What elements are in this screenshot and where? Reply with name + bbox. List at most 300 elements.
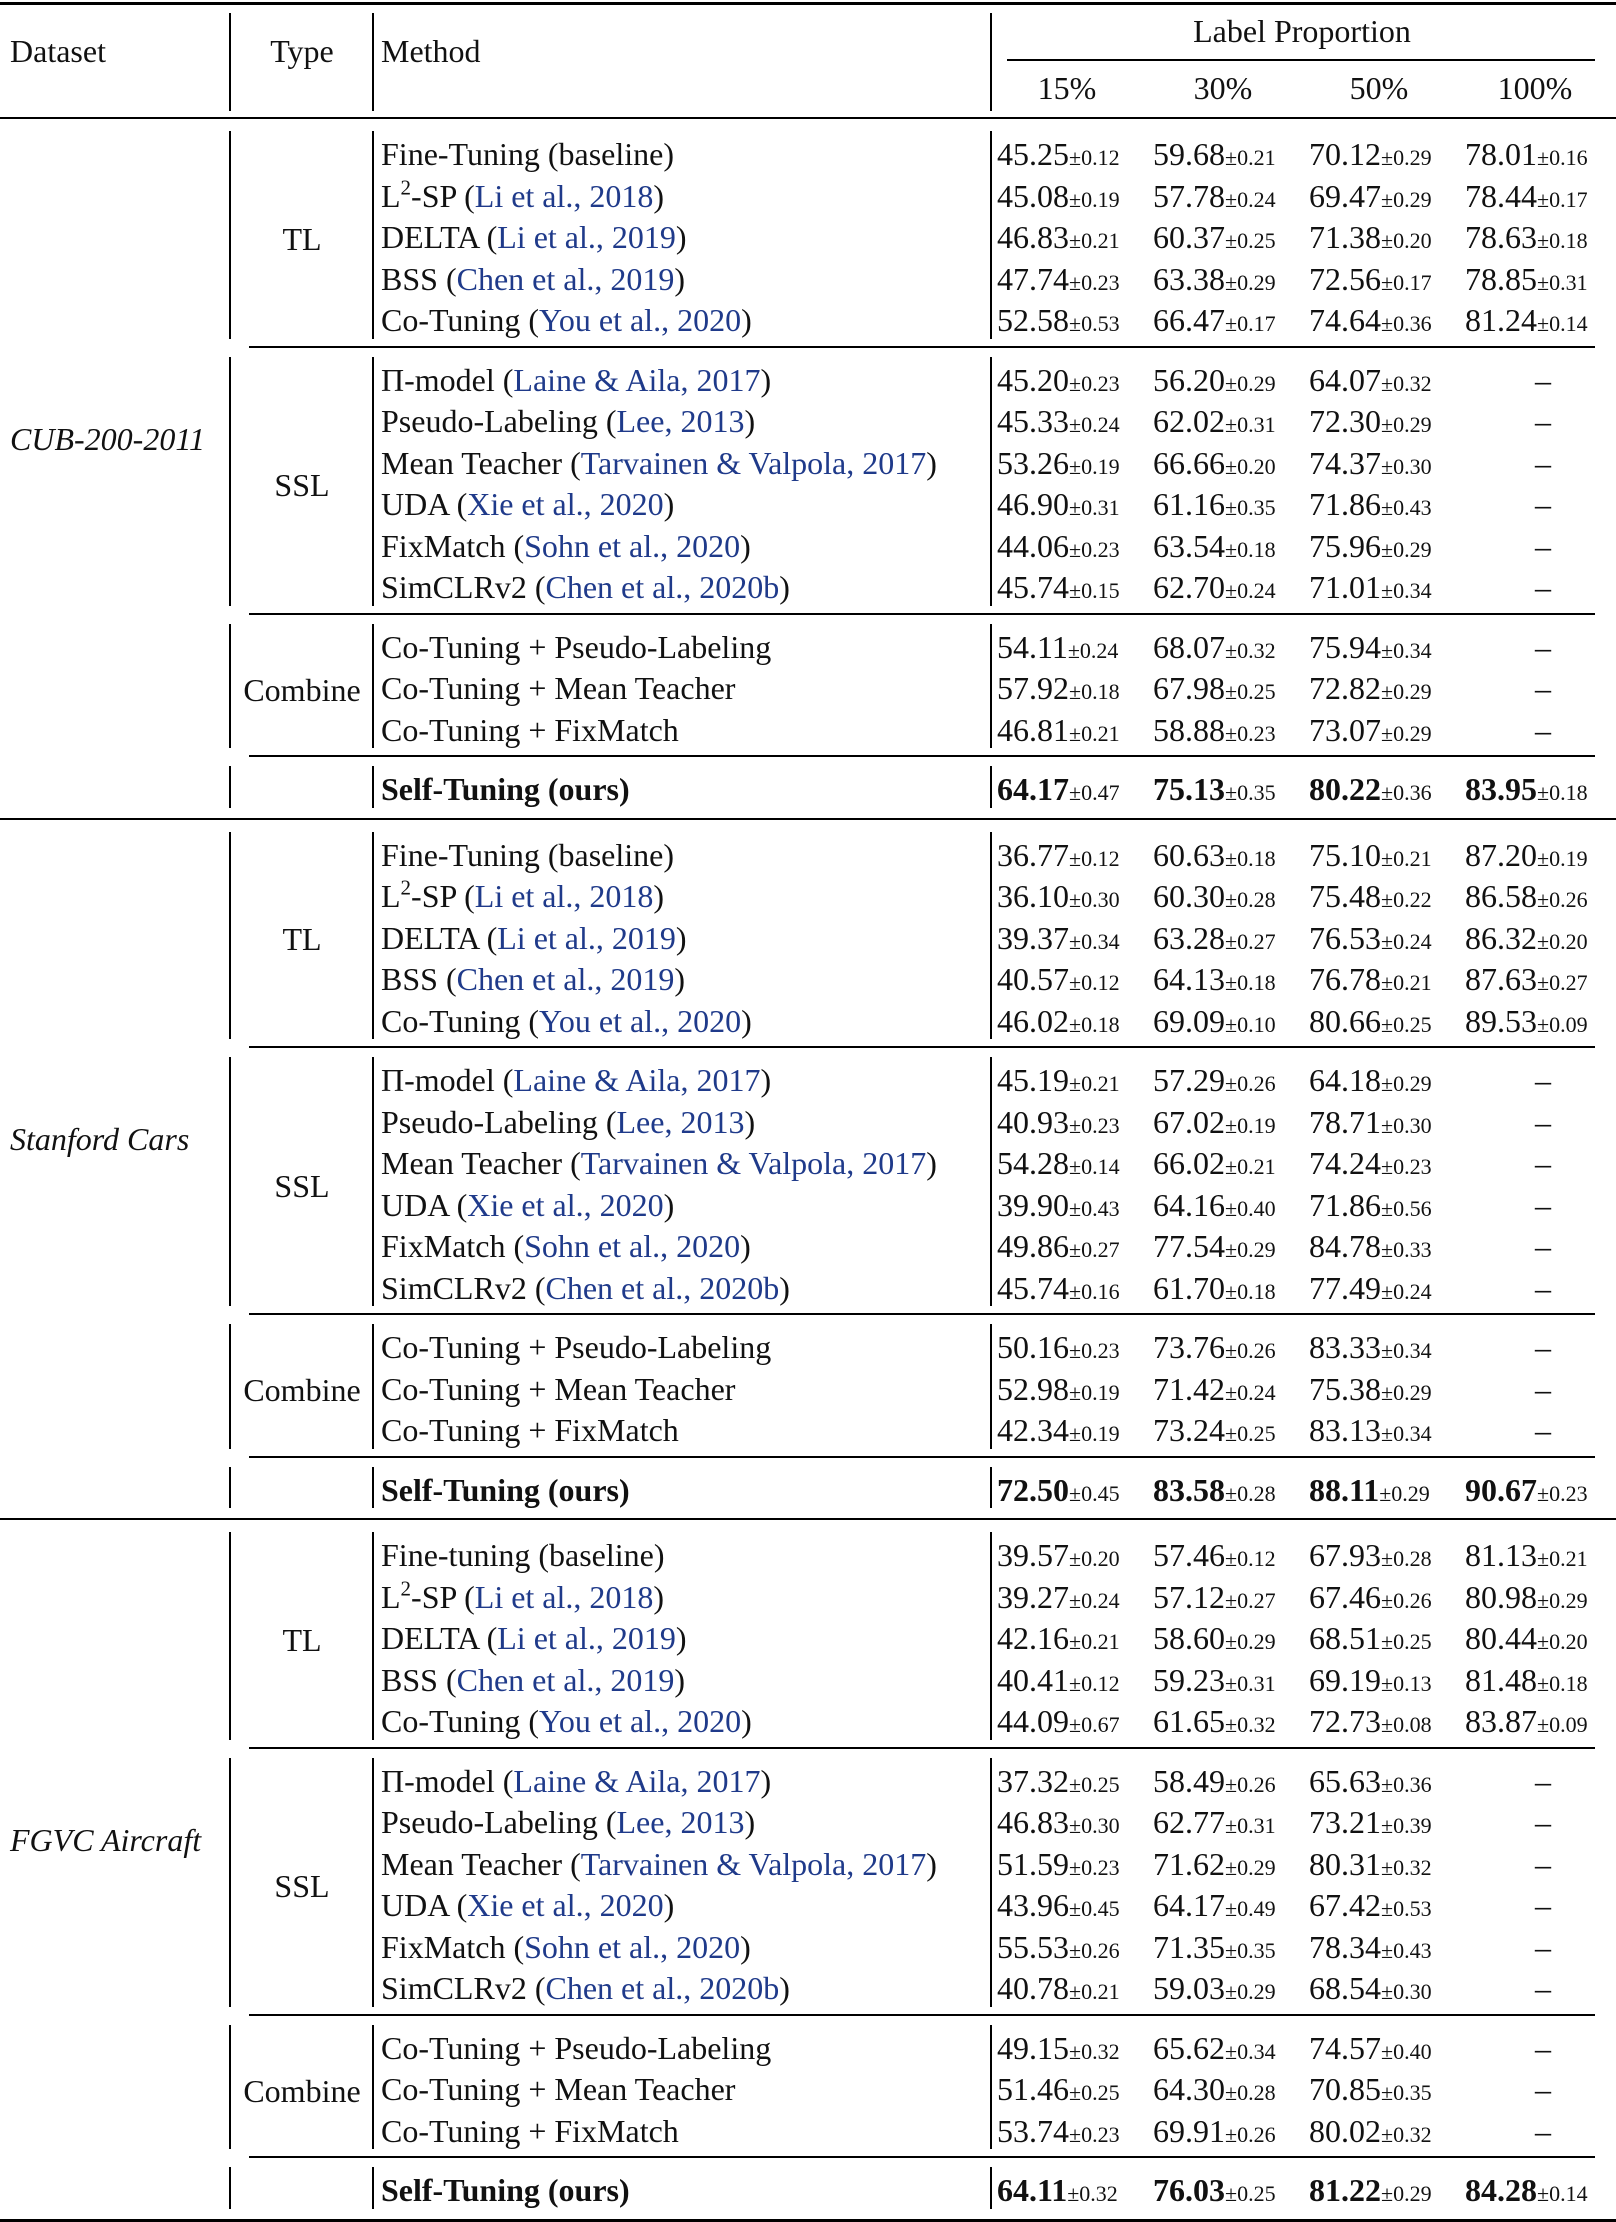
value-mean: 64.18 bbox=[1309, 1062, 1381, 1098]
value-cell bbox=[997, 2112, 1120, 2149]
value-vline bbox=[990, 832, 992, 1040]
value-mean: 58.88 bbox=[1153, 711, 1225, 748]
value-std: ±0.28 bbox=[1225, 2080, 1276, 2105]
value-cell bbox=[1153, 1186, 1276, 1223]
value-cell bbox=[1153, 1002, 1276, 1039]
value-cell bbox=[997, 1622, 1120, 1654]
group-rule bbox=[249, 2156, 1595, 2158]
citation-link[interactable]: You et al., 2020 bbox=[538, 1703, 742, 1739]
value-mean: 61.70 bbox=[1153, 1269, 1225, 1306]
citation-link[interactable]: Xie et al., 2020 bbox=[467, 486, 664, 522]
method-name: Pseudo-Labeling bbox=[381, 1103, 598, 1140]
value-mean: 83.87 bbox=[1465, 1703, 1537, 1739]
value-mean: 67.42 bbox=[1309, 1887, 1381, 1923]
value-std: ±0.18 bbox=[1225, 1278, 1276, 1304]
value-std: ±0.30 bbox=[1069, 1813, 1120, 1838]
citation-link[interactable]: Sohn et al., 2020 bbox=[524, 527, 741, 564]
method-name: Mean Teacher bbox=[381, 1845, 563, 1882]
dataset-rule bbox=[0, 1518, 1616, 1520]
citation-link[interactable]: Chen et al., 2020b bbox=[545, 569, 780, 605]
method-cell: SimCLRv2 (Chen et al., 2020b) bbox=[381, 1269, 790, 1306]
method-cell: Π-model (Laine & Aila, 2017) bbox=[381, 361, 772, 398]
value-cell: – bbox=[1535, 486, 1551, 522]
value-mean: 51.46 bbox=[997, 2071, 1069, 2107]
citation-link[interactable]: Xie et al., 2020 bbox=[467, 1186, 664, 1223]
value-mean: 71.01 bbox=[1309, 569, 1381, 605]
value-mean: 73.07 bbox=[1309, 711, 1381, 748]
value-cell bbox=[1309, 488, 1432, 520]
value-mean: 63.28 bbox=[1153, 919, 1225, 956]
method-name: BSS bbox=[381, 260, 438, 297]
citation-link[interactable]: Tarvainen & Valpola, 2017 bbox=[580, 444, 927, 481]
value-std: ±0.32 bbox=[1381, 2121, 1432, 2147]
value-std: ±0.31 bbox=[1225, 412, 1276, 437]
method-name: FixMatch bbox=[381, 527, 506, 564]
value-std: ±0.45 bbox=[1069, 1896, 1120, 1921]
value-mean: 60.37 bbox=[1153, 219, 1225, 255]
value-cell bbox=[1153, 1661, 1276, 1698]
method-cell bbox=[381, 2174, 630, 2206]
value-mean: 87.63 bbox=[1465, 961, 1537, 997]
value-mean: 80.66 bbox=[1309, 1002, 1381, 1039]
value-mean: 83.95 bbox=[1465, 771, 1537, 807]
group-rule bbox=[249, 755, 1595, 757]
value-std: ±0.23 bbox=[1069, 1854, 1120, 1880]
method-name: DELTA bbox=[381, 919, 479, 956]
value-std: ±0.32 bbox=[1067, 2181, 1118, 2206]
value-cell bbox=[1465, 1622, 1588, 1654]
value-std: ±0.43 bbox=[1381, 495, 1432, 520]
value-cell bbox=[997, 836, 1120, 873]
value-cell bbox=[1153, 2112, 1276, 2149]
method-name: Pseudo-Labeling bbox=[381, 403, 598, 439]
citation-link[interactable]: Laine & Aila, 2017 bbox=[513, 361, 761, 398]
value-mean: 46.02 bbox=[997, 1002, 1069, 1039]
group-rule bbox=[249, 613, 1595, 615]
value-std: ±0.19 bbox=[1537, 845, 1588, 871]
value-std: ±0.21 bbox=[1225, 145, 1276, 170]
citation-link[interactable]: Lee, 2013 bbox=[616, 403, 745, 439]
dataset-vline bbox=[229, 766, 231, 808]
value-mean: 76.03 bbox=[1153, 2172, 1225, 2208]
value-cell bbox=[997, 1230, 1120, 1262]
value-std: ±0.14 bbox=[1537, 311, 1588, 336]
value-mean: 54.11 bbox=[997, 628, 1068, 665]
value-mean: 75.10 bbox=[1309, 836, 1381, 873]
value-std: ±0.26 bbox=[1225, 1338, 1276, 1363]
method-name: Co-Tuning + FixMatch bbox=[381, 711, 679, 748]
value-std: ±0.21 bbox=[1381, 970, 1432, 995]
value-mean: 73.21 bbox=[1309, 1804, 1381, 1840]
value-mean: 62.70 bbox=[1153, 569, 1225, 605]
header-vline-1 bbox=[229, 13, 231, 111]
value-vline bbox=[990, 624, 992, 749]
citation-link[interactable]: Sohn et al., 2020 bbox=[524, 1228, 741, 1264]
citation-link[interactable]: Li et al., 2019 bbox=[497, 219, 676, 255]
value-cell bbox=[997, 405, 1120, 437]
value-std: ±0.21 bbox=[1069, 1979, 1120, 2004]
value-std: ±0.25 bbox=[1069, 2080, 1120, 2105]
value-mean: 78.71 bbox=[1309, 1103, 1381, 1140]
value-std: ±0.21 bbox=[1069, 1629, 1120, 1654]
citation-link[interactable]: Tarvainen & Valpola, 2017 bbox=[580, 1845, 927, 1882]
value-mean: 51.59 bbox=[997, 1845, 1069, 1882]
value-std: ±0.15 bbox=[1069, 578, 1120, 603]
type-vline bbox=[372, 766, 374, 808]
citation-link[interactable]: Sohn et al., 2020 bbox=[524, 1928, 741, 1965]
value-mean: 44.09 bbox=[997, 1703, 1069, 1739]
value-mean: 61.16 bbox=[1153, 486, 1225, 522]
value-cell bbox=[1153, 1370, 1276, 1407]
value-std: ±0.35 bbox=[1225, 780, 1276, 805]
value-cell bbox=[1309, 1147, 1432, 1179]
value-std: ±0.25 bbox=[1225, 1421, 1276, 1446]
value-cell: – bbox=[1535, 1928, 1551, 1965]
value-std: ±0.19 bbox=[1069, 1421, 1120, 1446]
type-vline bbox=[372, 1324, 374, 1449]
value-cell bbox=[1153, 444, 1276, 481]
value-mean: 62.77 bbox=[1153, 1804, 1225, 1840]
method-cell: $L^2-SP$ (Li et al., 2018) bbox=[381, 1575, 665, 1615]
value-std: ±0.29 bbox=[1225, 269, 1276, 295]
value-mean: 84.28 bbox=[1465, 2172, 1537, 2208]
value-cell bbox=[1153, 571, 1276, 603]
citation-link[interactable]: Lee, 2013 bbox=[616, 1804, 745, 1840]
citation-link[interactable]: Lee, 2013 bbox=[616, 1103, 745, 1140]
value-std: ±0.25 bbox=[1069, 1771, 1120, 1797]
value-vline bbox=[990, 1324, 992, 1449]
method-name: FixMatch bbox=[381, 1228, 506, 1264]
value-cell bbox=[997, 260, 1120, 297]
value-mean: 63.38 bbox=[1153, 260, 1225, 297]
citation-link[interactable]: Tarvainen & Valpola, 2017 bbox=[580, 1145, 927, 1181]
value-std: ±0.24 bbox=[1225, 1379, 1276, 1405]
value-std: ±0.34 bbox=[1069, 928, 1120, 954]
value-cell bbox=[1309, 1103, 1432, 1140]
value-cell bbox=[997, 1845, 1120, 1882]
value-std: ±0.20 bbox=[1069, 1546, 1120, 1571]
value-std: ±0.26 bbox=[1069, 1937, 1120, 1963]
method-cell: BSS (Chen et al., 2019) bbox=[381, 1661, 685, 1698]
value-mean: 78.01 bbox=[1465, 136, 1537, 172]
value-cell bbox=[1309, 2029, 1432, 2066]
citation-link[interactable]: Li et al., 2019 bbox=[497, 919, 676, 956]
value-std: ±0.18 bbox=[1225, 845, 1276, 871]
value-std: ±0.23 bbox=[1069, 269, 1120, 295]
value-std: ±0.29 bbox=[1225, 1237, 1276, 1262]
value-std: ±0.31 bbox=[1225, 1670, 1276, 1696]
citation-link[interactable]: Chen et al., 2020b bbox=[545, 1970, 780, 2006]
value-mean: 39.57 bbox=[997, 1537, 1069, 1573]
value-std: ±0.34 bbox=[1225, 2038, 1276, 2064]
group-rule bbox=[249, 2014, 1595, 2016]
type-label: SSL bbox=[274, 1868, 330, 1904]
value-cell bbox=[997, 527, 1120, 564]
value-cell: – bbox=[1535, 1145, 1551, 1181]
method-cell bbox=[381, 1370, 736, 1407]
value-mean: 76.78 bbox=[1309, 961, 1381, 997]
method-name: Mean Teacher bbox=[381, 444, 563, 481]
value-std: ±0.30 bbox=[1381, 453, 1432, 479]
value-std: ±0.25 bbox=[1225, 679, 1276, 704]
value-std: ±0.23 bbox=[1381, 1154, 1432, 1179]
method-cell: FixMatch (Sohn et al., 2020) bbox=[381, 1928, 751, 1965]
bottom-rule bbox=[0, 2219, 1616, 2222]
value-cell bbox=[1153, 1414, 1276, 1446]
value-mean: 80.98 bbox=[1465, 1578, 1537, 1615]
value-mean: 75.94 bbox=[1309, 628, 1381, 665]
value-mean: 64.11 bbox=[997, 2172, 1068, 2208]
value-mean: 50.16 bbox=[997, 1329, 1069, 1365]
value-mean: 75.96 bbox=[1309, 527, 1381, 564]
method-cell: Π-model (Laine & Aila, 2017) bbox=[381, 1762, 772, 1799]
value-cell bbox=[1153, 1972, 1276, 2004]
value-cell bbox=[1465, 1471, 1588, 1508]
citation-link[interactable]: Xie et al., 2020 bbox=[467, 1887, 664, 1923]
value-cell: – bbox=[1535, 1970, 1551, 2006]
type-vline bbox=[372, 1532, 374, 1740]
value-mean: 68.54 bbox=[1309, 1970, 1381, 2006]
value-cell bbox=[997, 672, 1120, 704]
value-cell bbox=[1153, 773, 1276, 805]
value-cell bbox=[997, 1705, 1120, 1737]
value-std: ±0.29 bbox=[1381, 720, 1432, 746]
value-vline bbox=[990, 1057, 992, 1306]
method-name: SimCLRv2 bbox=[381, 569, 535, 605]
value-std: ±0.23 bbox=[1069, 536, 1120, 562]
value-cell bbox=[1153, 1806, 1276, 1838]
value-cell bbox=[1465, 1539, 1588, 1571]
value-mean: 44.06 bbox=[997, 527, 1069, 564]
value-cell bbox=[1309, 1002, 1432, 1039]
value-std: ±0.28 bbox=[1225, 1480, 1276, 1506]
dataset-vline bbox=[229, 1324, 231, 1449]
value-mean: 60.63 bbox=[1153, 836, 1225, 873]
citation-link[interactable]: Chen et al., 2019 bbox=[456, 260, 675, 297]
value-std: ±0.21 bbox=[1069, 1071, 1120, 1096]
value-mean: 42.16 bbox=[997, 1620, 1069, 1656]
value-cell bbox=[1309, 836, 1432, 873]
citation-link[interactable]: Li et al., 2018 bbox=[474, 1578, 654, 1615]
value-mean: 45.74 bbox=[997, 1269, 1069, 1306]
value-std: ±0.12 bbox=[1069, 1670, 1120, 1696]
value-std: ±0.35 bbox=[1381, 2080, 1432, 2105]
value-mean: 37.32 bbox=[997, 1762, 1069, 1799]
value-cell bbox=[1309, 138, 1432, 170]
value-cell bbox=[1153, 1103, 1276, 1140]
value-cell bbox=[1465, 1578, 1588, 1615]
method-name: Self-Tuning (ours) bbox=[381, 2172, 630, 2208]
value-cell: – bbox=[1535, 1103, 1551, 1140]
value-cell bbox=[1153, 672, 1276, 704]
value-cell bbox=[1153, 880, 1276, 912]
value-cell bbox=[997, 1928, 1120, 1965]
value-std: ±0.20 bbox=[1537, 1629, 1588, 1654]
value-mean: 69.09 bbox=[1153, 1002, 1225, 1039]
value-cell bbox=[997, 361, 1120, 398]
value-std: ±0.21 bbox=[1069, 228, 1120, 253]
citation-link[interactable]: Laine & Aila, 2017 bbox=[513, 1062, 761, 1098]
value-std: ±0.29 bbox=[1381, 186, 1432, 212]
value-mean: 86.58 bbox=[1465, 878, 1537, 914]
value-cell bbox=[1309, 1705, 1432, 1737]
citation-link[interactable]: Chen et al., 2020b bbox=[545, 1269, 780, 1306]
value-mean: 69.19 bbox=[1309, 1661, 1381, 1698]
method-name: Fine-tuning (baseline) bbox=[381, 1537, 665, 1573]
value-cell bbox=[1309, 1331, 1432, 1363]
value-cell bbox=[1309, 527, 1432, 564]
value-cell bbox=[1153, 1471, 1276, 1508]
type-label: TL bbox=[282, 220, 322, 257]
type-vline bbox=[372, 357, 374, 606]
value-cell bbox=[997, 1414, 1120, 1446]
value-std: ±0.34 bbox=[1381, 1421, 1432, 1446]
value-cell bbox=[1153, 1331, 1276, 1363]
value-std: ±0.26 bbox=[1225, 2121, 1276, 2147]
value-mean: 52.98 bbox=[997, 1370, 1069, 1407]
value-std: ±0.45 bbox=[1069, 1480, 1120, 1506]
group-rule bbox=[249, 1046, 1595, 1048]
value-std: ±0.26 bbox=[1225, 1771, 1276, 1797]
method-cell: Mean Teacher (Tarvainen & Valpola, 2017) bbox=[381, 444, 937, 481]
value-mean: 57.12 bbox=[1153, 1578, 1225, 1615]
citation-link[interactable]: Li et al., 2018 bbox=[474, 177, 654, 214]
citation-link[interactable]: You et al., 2020 bbox=[538, 1002, 742, 1039]
value-cell bbox=[1153, 1845, 1276, 1882]
value-cell bbox=[1309, 628, 1432, 665]
value-std: ±0.27 bbox=[1069, 1237, 1120, 1262]
value-std: ±0.26 bbox=[1381, 1587, 1432, 1613]
value-cell bbox=[1153, 1230, 1276, 1262]
method-name: BSS bbox=[381, 1661, 438, 1698]
value-cell: – bbox=[1535, 1186, 1551, 1223]
value-mean: 55.53 bbox=[997, 1928, 1069, 1965]
value-cell bbox=[1465, 304, 1588, 336]
value-cell bbox=[997, 1064, 1120, 1096]
type-vline bbox=[372, 1057, 374, 1306]
header-proportion-100: 100% bbox=[1497, 70, 1573, 106]
type-vline bbox=[372, 2167, 374, 2209]
value-cell bbox=[1153, 2174, 1276, 2206]
method-cell bbox=[381, 2073, 735, 2105]
value-cell bbox=[997, 963, 1120, 995]
value-cell: – bbox=[1535, 2112, 1551, 2149]
value-cell bbox=[997, 711, 1120, 748]
value-std: ±0.19 bbox=[1069, 1379, 1120, 1405]
value-mean: 71.38 bbox=[1309, 219, 1381, 255]
value-std: ±0.43 bbox=[1069, 1195, 1120, 1221]
value-std: ±0.67 bbox=[1069, 1712, 1120, 1737]
value-cell: – bbox=[1535, 1804, 1551, 1840]
value-cell: – bbox=[1535, 670, 1551, 706]
value-cell: – bbox=[1535, 1845, 1551, 1882]
value-std: ±0.53 bbox=[1069, 311, 1120, 336]
citation-link[interactable]: You et al., 2020 bbox=[538, 302, 742, 338]
value-vline bbox=[990, 2025, 992, 2150]
value-cell bbox=[1309, 1845, 1432, 1882]
method-cell: $L^2-SP$ (Li et al., 2018) bbox=[381, 875, 665, 914]
citation-link[interactable]: Li et al., 2019 bbox=[497, 1620, 676, 1656]
value-mean: 49.86 bbox=[997, 1228, 1069, 1264]
method-cell bbox=[381, 628, 772, 665]
method-cell: Co-Tuning (You et al., 2020) bbox=[381, 302, 752, 338]
value-cell bbox=[1309, 773, 1432, 805]
value-cell bbox=[1153, 488, 1276, 520]
value-std: ±0.18 bbox=[1537, 1670, 1588, 1696]
method-name: Π-model bbox=[381, 361, 495, 398]
value-cell bbox=[1153, 1269, 1276, 1306]
dataset-label: Stanford Cars bbox=[10, 1121, 190, 1157]
value-std: ±0.34 bbox=[1381, 637, 1432, 663]
value-std: ±0.13 bbox=[1381, 1670, 1432, 1696]
type-vline bbox=[372, 1758, 374, 2007]
value-mean: 40.41 bbox=[997, 1661, 1069, 1698]
value-std: ±0.21 bbox=[1381, 845, 1432, 871]
value-mean: 72.50 bbox=[997, 1471, 1069, 1508]
value-vline bbox=[990, 1467, 992, 1509]
header-rule bbox=[0, 117, 1616, 119]
value-mean: 39.90 bbox=[997, 1186, 1069, 1223]
type-vline bbox=[372, 131, 374, 339]
value-std: ±0.20 bbox=[1381, 228, 1432, 253]
value-std: ±0.19 bbox=[1069, 453, 1120, 479]
value-std: ±0.36 bbox=[1381, 780, 1432, 805]
dataset-label: FGVC Aircraft bbox=[10, 1821, 202, 1858]
method-cell bbox=[381, 672, 735, 704]
value-cell bbox=[1153, 711, 1276, 748]
value-std: ±0.23 bbox=[1225, 720, 1276, 746]
value-cell bbox=[1465, 880, 1588, 912]
value-cell bbox=[1309, 2174, 1432, 2206]
method-cell: $L^2-SP$ (Li et al., 2018) bbox=[381, 174, 665, 214]
value-cell: – bbox=[1535, 1062, 1551, 1098]
value-mean: 67.93 bbox=[1309, 1537, 1381, 1573]
value-std: ±0.20 bbox=[1537, 928, 1588, 954]
citation-link[interactable]: Chen et al., 2019 bbox=[456, 961, 675, 997]
value-cell bbox=[1309, 963, 1432, 995]
value-cell bbox=[1153, 2073, 1276, 2105]
value-mean: 46.83 bbox=[997, 219, 1069, 255]
value-cell bbox=[1309, 1928, 1432, 1965]
method-name: UDA bbox=[381, 486, 449, 522]
value-mean: 64.16 bbox=[1153, 1186, 1225, 1223]
value-std: ±0.22 bbox=[1381, 887, 1432, 912]
value-mean: 80.31 bbox=[1309, 1845, 1381, 1882]
value-mean: 73.76 bbox=[1153, 1329, 1225, 1365]
method-cell: Mean Teacher (Tarvainen & Valpola, 2017) bbox=[381, 1145, 937, 1181]
method-cell bbox=[381, 1414, 679, 1446]
citation-link[interactable]: Laine & Aila, 2017 bbox=[513, 1762, 761, 1799]
value-std: ±0.21 bbox=[1225, 1154, 1276, 1179]
value-mean: 40.93 bbox=[997, 1103, 1069, 1140]
value-std: ±0.29 bbox=[1381, 2181, 1432, 2206]
citation-link[interactable]: Chen et al., 2019 bbox=[456, 1661, 675, 1698]
method-name: Co-Tuning + Mean Teacher bbox=[381, 670, 736, 706]
value-mean: 57.29 bbox=[1153, 1062, 1225, 1098]
value-std: ±0.29 bbox=[1225, 1854, 1276, 1880]
method-cell bbox=[381, 1471, 630, 1508]
value-cell: – bbox=[1535, 1887, 1551, 1923]
value-std: ±0.43 bbox=[1381, 1937, 1432, 1963]
value-vline bbox=[990, 1758, 992, 2007]
value-mean: 66.66 bbox=[1153, 444, 1225, 481]
value-mean: 59.68 bbox=[1153, 136, 1225, 172]
citation-link[interactable]: Li et al., 2018 bbox=[474, 878, 654, 914]
value-mean: 80.22 bbox=[1309, 771, 1381, 807]
value-cell: – bbox=[1535, 711, 1551, 748]
value-std: ±0.17 bbox=[1537, 186, 1588, 212]
method-cell: BSS (Chen et al., 2019) bbox=[381, 260, 685, 297]
